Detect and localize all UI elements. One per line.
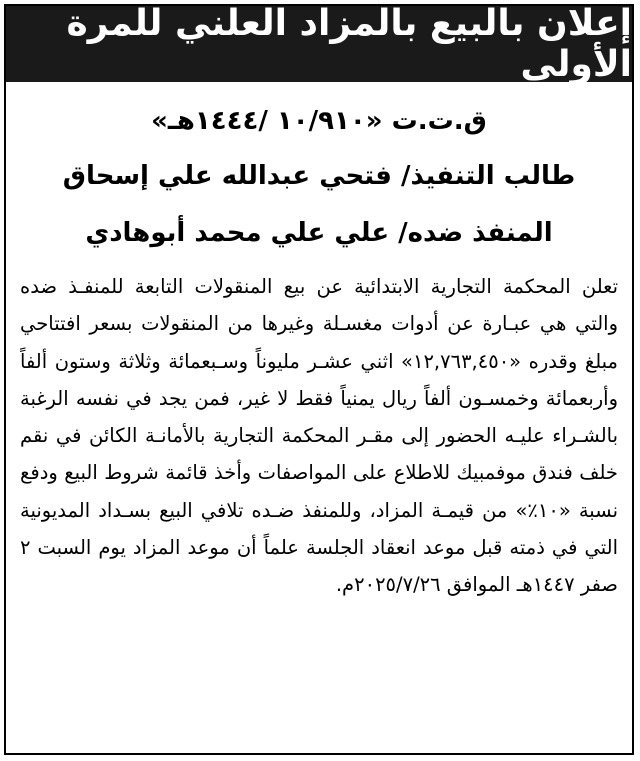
execution-defendant: المنفذ ضده/ علي علي محمد أبوهادي [85,218,553,248]
auction-notice [4,4,634,755]
execution-applicant: طالب التنفيذ/ فتحي عبدالله علي إسحاق [62,161,576,191]
notice-title: إعلان بالبيع بالمزاد العلني للمرة الأولى [6,6,632,82]
case-number: ق.ت.ت «١٠/٩١٠ /١٤٤٤هـ» [151,106,487,136]
notice-body: تعلن المحكمة التجارية الابتدائية عن بيع المنقولات التابعة للمنفـذ ضده والتي هي عبـارة عن أدوات مغسـلة وغيرها من المنقولات بسعر افتتاحي مبلغ وقدره «١٢,٧٦٣,٤٥٠» اثني عشـر مليوناً وسـبعمائة وثلاثة وستون ألفاً وأربعمائة وخمسـون ألفاً ريال يمنياً فقط لا غير، فمن يجد في نفسه الرغبة بالشـراء عليـه الحضور إلى مقـر المحكمة التجارية بالأمانـة الكائن في نقم خلف فندق موفمبيك للاطلاع على المواصفات وأخذ قائمة شروط البيع ودفع نسبة «١٠٪» من قيمـة المزاد، وللمنفذ ضـده تلافي البيع بسـداد المديونية التي في ذمته قبل موعد انعقاد الجلسة علماً أن موعد المزاد يوم السبت ٢ صفر ١٤٤٧هـ الموافق ٢٠٢٥/٧/٢٦م. [20,275,619,597]
